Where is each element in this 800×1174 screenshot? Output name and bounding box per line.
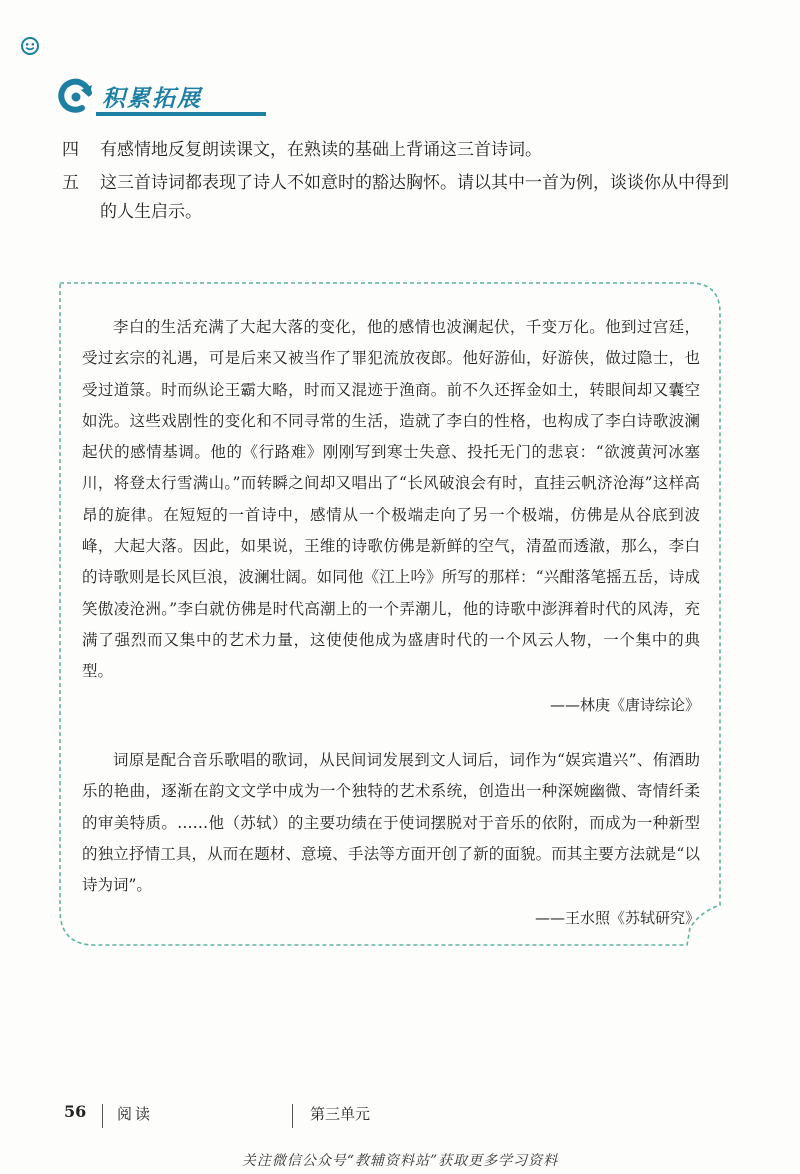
quote-text: 词原是配合音乐歌唱的歌词，从民间词发展到文人词后，词作为“娱宾遣兴”、侑酒助乐的艳曲，逐渐在韵文文学中成为一个独特的艺术系统，创造出一种深婉幽微、寄情纤柔的审美特质。……他（苏轼）的主要功绩在于使词摆脱对于音乐的依附，而成为一种新型的独立抒情工具，从而在题材、意境、手法等方面开创了新的面貌。而其主要方法就是“以诗为词”。 [82,751,700,895]
page-footer [0,1102,800,1132]
exercise-text: 这三首诗词都表现了诗人不如意时的豁达胸怀。请以其中一首为例，谈谈你从中得到的人生启示。 [100,173,729,222]
quote-text: 李白的生活充满了大起大落的变化，他的感情也波澜起伏，千变万化。他到过宫廷，受过玄宗的礼遇，可是后来又被当作了罪犯流放夜郎。他好游仙，好游侠，做过隐士，也受过道箓。时而纵论王霸大略，时而又混迹于渔商。前不久还挥金如土，转眼间却又囊空如洗。这些戏剧性的变化和不同寻常的生活，造就了李白的性格，也构成了李白诗歌波澜起伏的感情基调。他的《行路难》刚刚写到寒士失意、投托无门的悲哀：“欲渡黄河冰塞川，将登太行雪满山。”而转瞬之间却又唱出了“长风破浪会有时，直挂云帆济沧海”这样高昂的旋律。在短短的一首诗中，感情从一个极端走向了另一个极端，仿佛是从谷底到波峰，大起大落。因此，如果说，王维的诗歌仿佛是新鲜的空气，清盈而透澈，那么，李白的诗歌则是长风巨浪，波澜壮阔。如同他《江上吟》所写的那样：“兴酣落笔摇五岳，诗成笑傲凌沧洲。”李白就仿佛是时代高潮上的一个弄潮儿，他的诗歌中澎湃着时代的风涛，充满了强烈而又集中的艺术力量，这使使他成为盛唐时代的一个风云人物，一个集中的典型。 [82,318,700,681]
footer-section-label: 阅读 [117,1105,154,1123]
exercise-number: 四 [62,140,79,160]
quote-block [82,312,700,720]
page-number: 56 [64,1102,87,1121]
quote-attribution: ——林庚《唐诗综论》 [549,695,700,714]
quote-attribution: ——王水照《苏轼研究》 [534,909,700,928]
exercise-text: 有感情地反复朗读课文，在熟读的基础上背诵这三首诗词。 [100,140,542,160]
footer-divider [102,1104,103,1128]
watermark-text: 关注微信公众号“教辅资料站”获取更多学习资料 [241,1153,559,1169]
exercise-number: 五 [62,173,79,193]
footer-unit-label: 第三单元 [310,1105,371,1123]
quote-block [82,745,700,933]
section-title: 积累拓展 [102,86,202,112]
footer-divider [292,1104,293,1128]
